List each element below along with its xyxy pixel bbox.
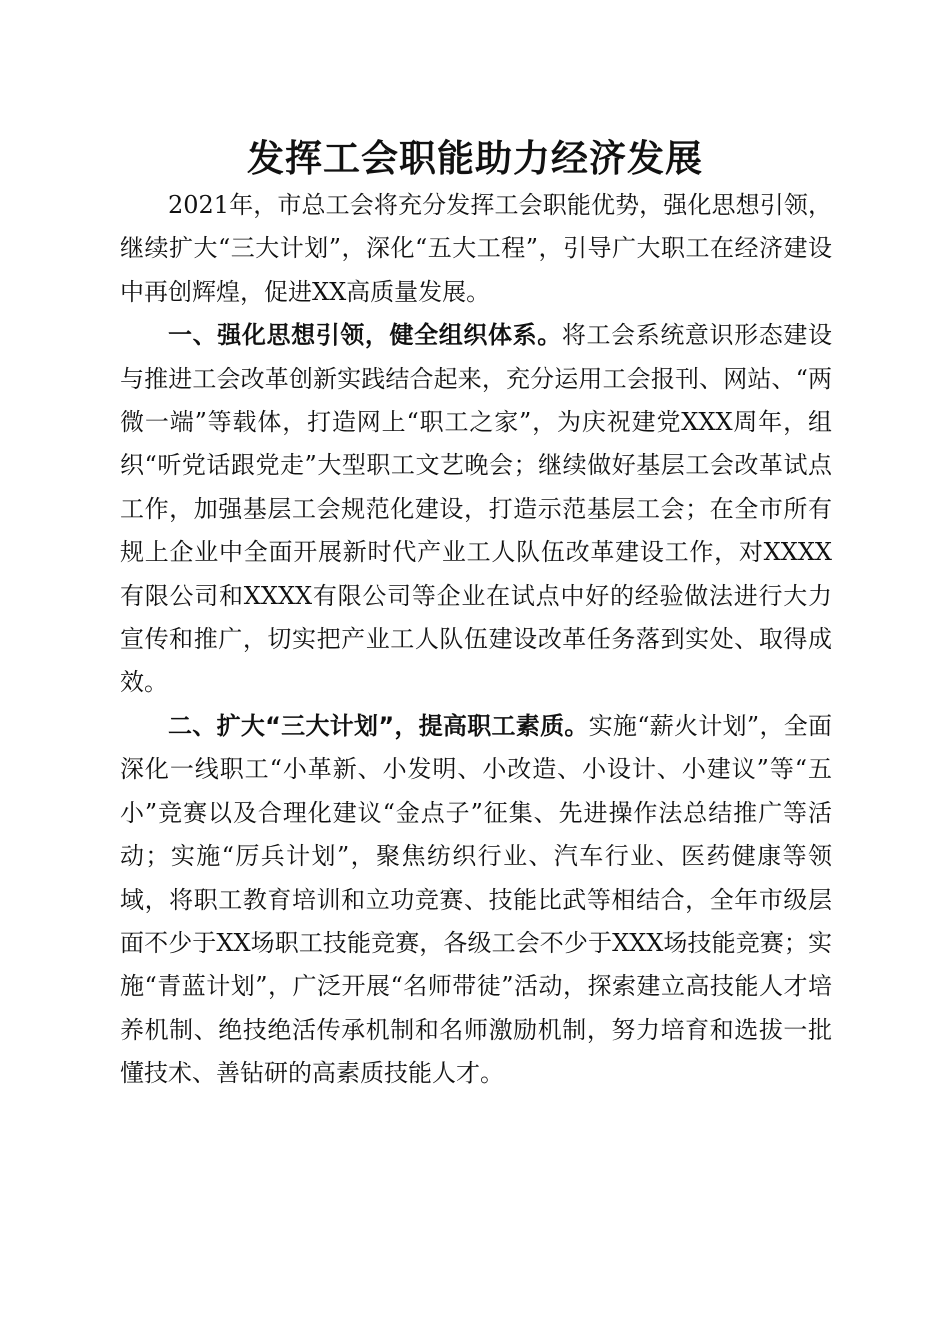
section-text-1: 将工会系统意识形态建设与推进工会改革创新实践结合起来，充分运用工会报刊、网站、“两微一端”等载体，打造网上“职工之家”，为庆祝建党XXX周年，组织“听党话跟党走”大型职工文艺晚会；继续做好基层工会改革试点工作，加强基层工会规范化建设，打造示范基层工会；在全市所有规上企业中全面开展新时代产业工人队伍改革建设工作，对XXXX有限公司和XXXX有限公司等企业在试点中好的经验做法进行大力宣传和推广，切实把产业工人队伍建设改革任务落到实处、取得成效。 [120,321,833,697]
section-paragraph-2 [120,705,832,1096]
document-title: 发挥工会职能助力经济发展 [247,136,703,180]
section-heading-2: 二、扩大“三大计划”，提高职工素质。 [168,711,589,740]
section-heading-1: 一、强化思想引领，健全组织体系。 [168,321,562,350]
section-text-2: 实施“薪火计划”，全面深化一线职工“小革新、小发明、小改造、小设计、小建议”等“五小”竞赛以及合理化建议“金点子”征集、先进操作法总结推广等活动；实施“厉兵计划”，聚焦纺织行业、汽车行业、医药健康等领域，将职工教育培训和立功竞赛、技能比武等相结合，全年市级层面不少于XX场职工技能竞赛，各级工会不少于XXX场技能竞赛；实施“青蓝计划”，广泛开展“名师带徒”活动，探索建立高技能人才培养机制、绝技绝活传承机制和名师激励机制，努力培育和选拔一批懂技术、善钻研的高素质技能人才。 [120,711,833,1088]
document-body [120,184,832,1096]
section-paragraph-1 [120,314,832,705]
intro-paragraph: 2021年，市总工会将充分发挥工会职能优势，强化思想引领，继续扩大“三大计划”，深化“五大工程”，引导广大职工在经济建设中再创辉煌，促进XX高质量发展。 [120,191,832,306]
